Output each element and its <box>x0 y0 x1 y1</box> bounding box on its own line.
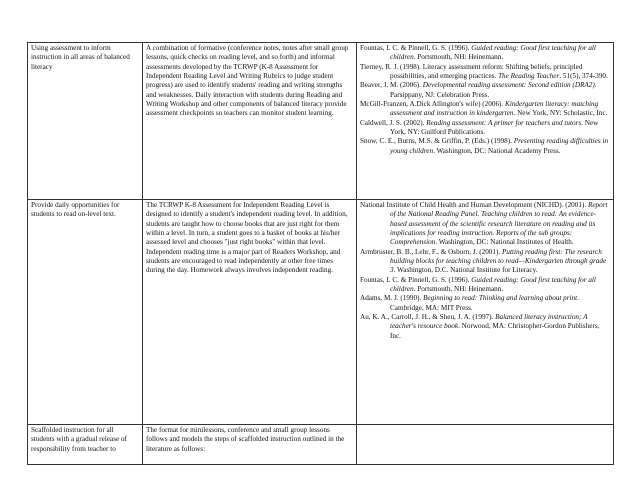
reference-entry: Au, K. A., Carroll, J. H., & Sheu, J. A. (1997). Balanced literacy instruction; A teacher's resource book. Norwood, MA: Christopher-Gordon Publishers, Inc. <box>360 313 600 340</box>
document-page <box>27 42 614 465</box>
reference-entry: Caldwell, J. S. (2002). Reading assessment: A primer for teachers and tutors. New York, NY: Guilford Publications. <box>360 118 599 137</box>
reference-entry: Snow, C. E., Burns, M.S. & Griffin, P. (Eds.) (1998). Presenting reading difficulties in young children. Washington, DC: National Academy Press. <box>360 137 609 155</box>
table-row <box>28 43 614 200</box>
reference-entry: Armbruster, B. B., Lehr, F., & Osborn, J. (2001). Putting reading first: The research building blocks for teaching children to read—Kindergarten through grade 3. Washington, D.C. National Institute for Literacy. <box>360 247 607 275</box>
description-cell: The TCRWP K-8 Assessment for Independent Reading Level is designed to identify a student's independent reading level. In addition, students are taught how to choose books that are just right for them within a level. In turn, a student goes to a basket of books at his/her assessed level and chooses "just right books" within that level. Independent reading time is a major part of Readers Workshop, and students are encouraged to read independently at other free times during the day. Homework always involves independent reading. <box>143 200 357 425</box>
reference-entry: Beaver, J. M. (2006). Developmental reading assessment: Second edition (DRA2). Parsippany, NJ: Celebration Press. <box>360 81 597 99</box>
table-row <box>28 425 614 465</box>
description-cell: A combination of formative (conference notes, notes after small group lessons, quick checks on reading level, and so forth) and informal assessments developed by the TCRWP (K-8 Assessment for Independent Reading Level and Writing Rubrics to judge student progress) are used to identify students' reading and writing strengths and weaknesses. Daily interaction with students during Reading and Writing Workshop and other components of balanced literacy provide assessment checkpoints so teachers can monitor student learning. <box>143 43 357 200</box>
reference-entry: Fountas, I. C. & Pinnell, G. S. (1996). Guided reading: Good first teaching for all children. Portsmouth, NH: Heinemann. <box>360 44 596 62</box>
practices-table <box>27 42 614 465</box>
references-cell <box>357 425 614 465</box>
practice-cell: Scaffolded instruction for all students with a gradual release of responsibility from teacher to <box>28 425 143 465</box>
references-cell <box>357 200 614 425</box>
reference-entry: Fountas, I. C. & Pinnell, G. S. (1996). Guided reading: Good first teaching for all children. Portsmouth, NH: Heinemann. <box>360 275 596 294</box>
references-cell <box>357 43 614 200</box>
practice-cell: Provide daily opportunities for students to read on-level text. <box>28 200 143 425</box>
practice-cell: Using assessment to inform instruction in all areas of balanced literacy <box>28 43 143 200</box>
reference-entry: Tierney, R. J. (1998). Literacy assessment reform: Shifting beliefs, principled possibilities, and emerging practices. The Reading Teacher, 51(5), 374-390. <box>360 62 608 81</box>
reference-entry: Adams, M. J. (1990). Beginning to read: Thinking and learning about print. Cambridge, MA: MIT Press. <box>360 294 579 312</box>
description-cell: The format for minilessons, conference and small group lessons follows and models the steps of scaffolded instruction outlined in the literature as follows: <box>143 425 357 465</box>
reference-entry: National Institute of Child Health and Human Development (NICHD). (2001). Report of the National Reading Panel. Teaching children to read: An evidence-based assessment of the scientific research literature on reading and its implications for reading instruction. Reports of the sub groups: Comprehension. Washington, DC: National Institutes of Health. <box>360 201 608 247</box>
reference-entry: McGill-Franzen, A.Dick Allington's wife) (2006). Kindergarten literacy: matching assessment and instruction in kindergarten. New York, NY: Scholastic, Inc. <box>360 100 608 118</box>
table-row <box>28 200 614 425</box>
